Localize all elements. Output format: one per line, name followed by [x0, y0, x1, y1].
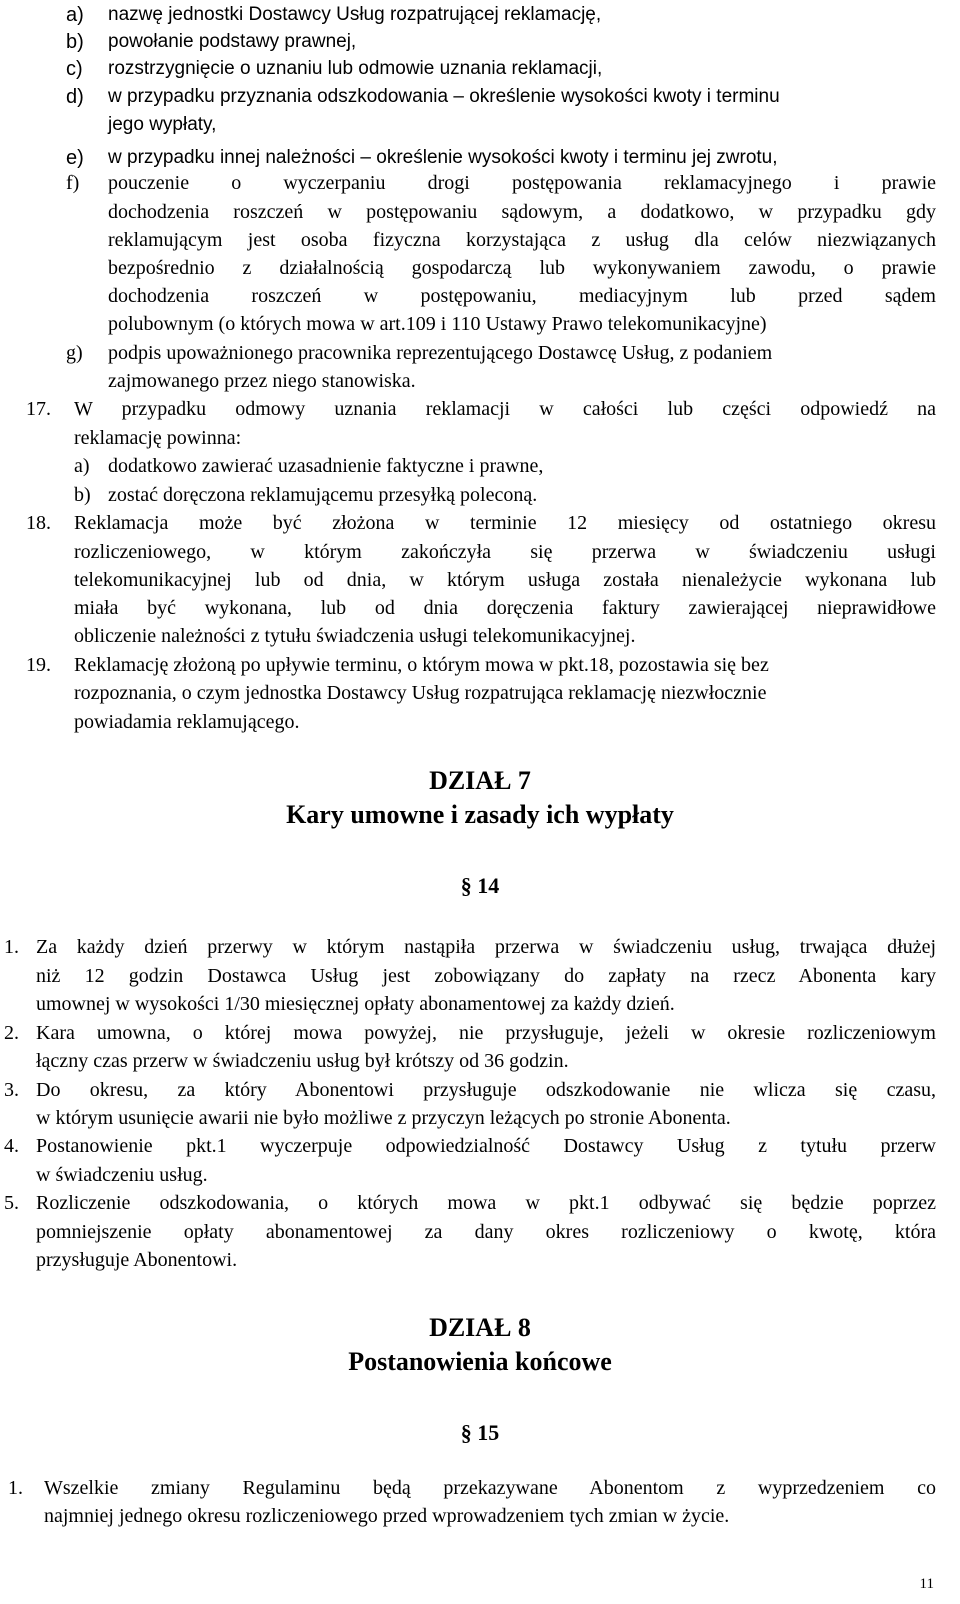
point-number: 1. [8, 1477, 23, 1499]
paragraph-line: obliczenie należności z tytułu świadczenia usługi telekomunikacyjnej. [74, 625, 636, 647]
page-number: 11 [919, 1576, 934, 1592]
chapter-heading: DZIAŁ 8 [429, 1313, 531, 1342]
paragraph-line: Kara umowna, o której mowa powyżej, nie przysługuje, jeżeli w okresie rozliczeniowym [36, 1022, 936, 1044]
point-number: 1. [4, 936, 19, 958]
list-item-line: dochodzenia roszczeń w postępowaniu, mediacyjnym lub przed sądem [108, 285, 936, 307]
paragraph-line: Do okresu, za który Abonentowi przysługuje odszkodowanie nie wlicza się czasu, [36, 1079, 936, 1101]
item-label: c) [66, 58, 83, 80]
paragraph-line: Postanowienie pkt.1 wyczerpuje odpowiedzialność Dostawcy Usług z tytułu przerw [36, 1135, 936, 1157]
paragraph-line: niż 12 godzin Dostawca Usług jest zobowiązany do zapłaty na rzecz Abonenta kary [36, 965, 936, 987]
paragraph-line: powiadamia reklamującego. [74, 711, 300, 733]
item-label: a) [74, 455, 90, 477]
list-item-line: nazwę jednostki Dostawcy Usług rozpatrującej reklamację, [108, 4, 602, 25]
list-item-line: w przypadku innej należności – określenie wysokości kwoty i terminu jej zwrotu, [108, 147, 778, 168]
paragraph-line: reklamację powinna: [74, 427, 242, 449]
point-number: 3. [4, 1079, 19, 1101]
paragraph-line: Wszelkie zmiany Regulaminu będą przekazywane Abonentom z wyprzedzeniem co [44, 1477, 936, 1499]
point-number: 5. [4, 1192, 19, 1214]
list-item-line: jego wypłaty, [108, 114, 217, 135]
section-number: § 14 [460, 873, 500, 898]
list-item-line: polubownym (o których mowa w art.109 i 110 Ustawy Prawo telekomunikacyjne) [108, 313, 767, 335]
item-label: b) [66, 31, 84, 53]
chapter-title: Postanowienia końcowe [348, 1347, 612, 1376]
paragraph-line: Rozliczenie odszkodowania, o których mowa w pkt.1 odbywać się będzie poprzez [36, 1192, 936, 1214]
paragraph-line: Za każdy dzień przerwy w którym nastąpiła przerwa w świadczeniu usług, trwająca dłużej [36, 936, 936, 958]
chapter-title: Kary umowne i zasady ich wypłaty [286, 800, 674, 829]
list-item-line: reklamującym jest osoba fizyczna korzystająca z usług dla celów niezwiązanych [108, 229, 936, 251]
list-item-line: pouczenie o wyczerpaniu drogi postępowania reklamacyjnego i prawie [108, 172, 936, 194]
list-item-line: dodatkowo zawierać uzasadnienie faktyczne i prawne, [108, 455, 544, 477]
list-item-line: podpis upoważnionego pracownika reprezentującego Dostawcę Usług, z podaniem [108, 342, 773, 364]
paragraph-line: najmniej jednego okresu rozliczeniowego przed wprowadzeniem tych zmian w życie. [44, 1505, 730, 1527]
paragraph-line: przysługuje Abonentowi. [36, 1249, 238, 1271]
point-number: 19. [26, 654, 51, 676]
paragraph-line: umownej w wysokości 1/30 miesięcznej opłaty abonamentowej za każdy dzień. [36, 993, 675, 1015]
paragraph-line: Reklamację złożoną po upływie terminu, o którym mowa w pkt.18, pozostawia się bez [74, 654, 769, 676]
list-item-line: zostać doręczona reklamującemu przesyłką poleconą. [108, 484, 538, 506]
list-item-line: zajmowanego przez niego stanowiska. [108, 370, 416, 392]
section-number: § 15 [460, 1420, 500, 1445]
point-number: 2. [4, 1022, 19, 1044]
item-label: g) [66, 342, 83, 364]
list-item-line: bezpośrednio z działalnością gospodarczą lub wykonywaniem zawodu, o prawie [108, 257, 936, 279]
list-item-line: w przypadku przyznania odszkodowania – określenie wysokości kwoty i terminu [108, 86, 780, 107]
paragraph-line: miała być wykonana, lub od dnia doręczenia faktury zawierającej nieprawidłowe [74, 597, 936, 619]
item-label: f) [66, 172, 80, 194]
paragraph-line: w którym usunięcie awarii nie było możliwe z przyczyn leżących po stronie Abonenta. [36, 1107, 731, 1129]
item-label: e) [66, 147, 84, 169]
list-item-line: powołanie podstawy prawnej, [108, 31, 357, 52]
list-item-line: rozstrzygnięcie o uznaniu lub odmowie uznania reklamacji, [108, 58, 603, 79]
item-label: a) [66, 4, 84, 26]
paragraph-line: telekomunikacyjnej lub od dnia, w którym usługa została nienależycie wykonana lub [74, 569, 936, 591]
paragraph-line: rozpoznania, o czym jednostka Dostawcy Usług rozpatrująca reklamację niezwłocznie [74, 682, 767, 704]
paragraph-line: w świadczeniu usług. [36, 1164, 208, 1186]
paragraph-line: rozliczeniowego, w którym zakończyła się przerwa w świadczeniu usługi [74, 541, 936, 563]
paragraph-line: pomniejszenie opłaty abonamentowej za dany okres rozliczeniowy o kwotę, która [36, 1221, 936, 1243]
point-number: 18. [26, 512, 51, 534]
item-label: d) [66, 86, 84, 108]
item-label: b) [74, 484, 91, 506]
paragraph-line: Reklamacja może być złożona w terminie 12 miesięcy od ostatniego okresu [74, 512, 936, 534]
point-number: 17. [26, 398, 51, 420]
list-item-line: dochodzenia roszczeń w postępowaniu sądowym, a dodatkowo, w przypadku gdy [108, 201, 936, 223]
paragraph-line: łączny czas przerw w świadczeniu usług był krótszy od 36 godzin. [36, 1050, 569, 1072]
chapter-heading: DZIAŁ 7 [429, 766, 531, 795]
paragraph-line: W przypadku odmowy uznania reklamacji w całości lub części odpowiedź na [74, 398, 936, 420]
point-number: 4. [4, 1135, 19, 1157]
